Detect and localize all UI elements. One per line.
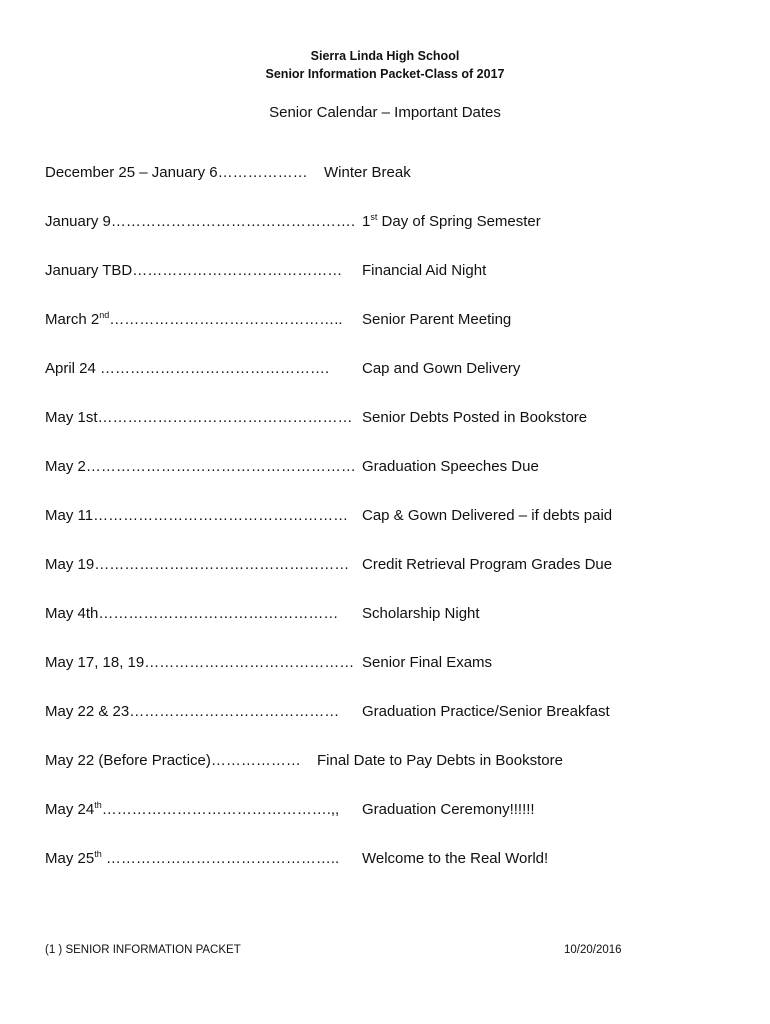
school-name: Sierra Linda High School (310, 49, 460, 63)
event-date: May 19…………………………………………… (45, 556, 350, 573)
packet-title: Senior Information Packet-Class of 2017 (265, 67, 505, 81)
event-date: January TBD…………………………………… (45, 262, 343, 279)
footer-date: 10/20/2016 (564, 944, 622, 956)
event-name: Graduation Ceremony!!!!!! (362, 801, 535, 818)
event-date: May 4th………………………………………… (45, 605, 339, 622)
event-name: Senior Debts Posted in Bookstore (362, 409, 588, 426)
event-date: May 24th……………………………………….,, (45, 800, 340, 818)
event-name: Graduation Practice/Senior Breakfast (362, 703, 610, 720)
event-date: May 1st…………………………………………… (45, 409, 353, 426)
event-name: Senior Final Exams (362, 654, 493, 671)
event-date: May 22 (Before Practice)……………… (45, 752, 301, 769)
calendar-title: Senior Calendar – Important Dates (269, 104, 501, 121)
event-date: May 25th ……………………………………….. (45, 849, 340, 867)
event-date: May 22 & 23…………………………………… (45, 703, 340, 720)
event-name: Cap & Gown Delivered – if debts paid (362, 507, 613, 524)
event-name: Senior Parent Meeting (362, 311, 512, 328)
event-date: January 9…………………………………………. (45, 213, 356, 230)
event-name: 1st Day of Spring Semester (362, 212, 541, 230)
event-date: March 2nd……………………………………….. (45, 310, 343, 328)
event-date: May 11…………………………………………… (45, 507, 349, 524)
event-name: Scholarship Night (362, 605, 480, 622)
event-name: Cap and Gown Delivery (362, 360, 521, 377)
event-date: May 2……………………………………………… (45, 458, 356, 475)
event-name: Graduation Speeches Due (362, 458, 539, 475)
event-name: Winter Break (324, 164, 411, 181)
event-name: Credit Retrieval Program Grades Due (362, 556, 613, 573)
event-date: April 24 ………………………………………. (45, 360, 330, 377)
event-date: May 17, 18, 19…………………………………… (45, 654, 355, 671)
event-name: Financial Aid Night (362, 262, 487, 279)
event-name: Final Date to Pay Debts in Bookstore (317, 752, 563, 769)
event-date: December 25 – January 6……………… (45, 164, 308, 181)
footer-packet-label: (1 ) SENIOR INFORMATION PACKET (45, 944, 241, 956)
event-name: Welcome to the Real World! (362, 850, 549, 867)
